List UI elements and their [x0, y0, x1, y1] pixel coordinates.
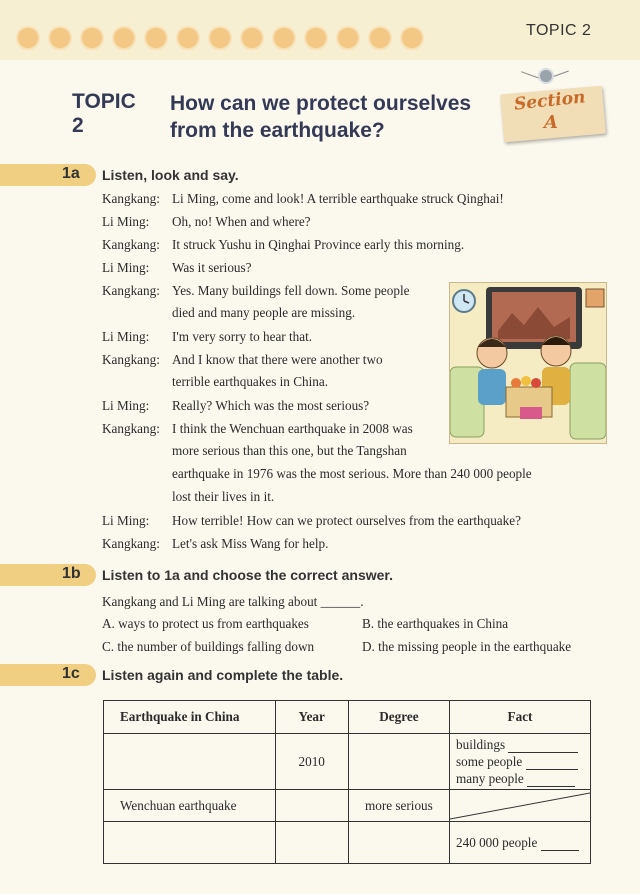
- utterance: It struck Yushu in Qinghai Province early this morning.: [172, 237, 465, 252]
- fact-line[interactable]: [456, 753, 584, 770]
- fill-blank[interactable]: [526, 757, 578, 770]
- dot-icon: [336, 26, 360, 50]
- column-header: Degree: [348, 701, 449, 734]
- diagonal-line-icon: [450, 791, 590, 821]
- fact-line[interactable]: [456, 770, 584, 787]
- utterance-continued: died and many people are missing.: [172, 305, 356, 320]
- dot-icon: [144, 26, 168, 50]
- dot-icon: [368, 26, 392, 50]
- dot-icon: [16, 26, 40, 50]
- dialogue-line: [102, 397, 369, 415]
- dialogue-line: [102, 512, 521, 530]
- utterance: Li Ming, come and look! A terrible earthquake struck Qinghai!: [172, 191, 504, 206]
- dot-icon: [400, 26, 424, 50]
- fact-cell: [450, 822, 591, 864]
- illustration-tv-news: [449, 282, 607, 444]
- speaker: Kangkang:: [102, 536, 160, 551]
- earthquake-cell[interactable]: [104, 734, 276, 790]
- title-line-2: from the earthquake?: [170, 119, 385, 142]
- tv-scene-icon: [450, 283, 606, 443]
- table-header-row: [104, 701, 591, 734]
- fact-line[interactable]: [456, 736, 584, 753]
- dot-icon: [176, 26, 200, 50]
- dialogue-line: [102, 420, 413, 438]
- running-header-topic: TOPIC 2: [526, 22, 592, 39]
- dialogue-line: [102, 236, 464, 254]
- speaker: Li Ming:: [102, 398, 150, 413]
- year-cell: 2010: [275, 734, 348, 790]
- dot-icon: [272, 26, 296, 50]
- fill-blank[interactable]: [527, 774, 575, 787]
- fact-cell: [450, 734, 591, 790]
- speaker: Kangkang:: [102, 191, 160, 206]
- activity-instruction: Listen, look and say.: [102, 167, 239, 183]
- dot-icon: [80, 26, 104, 50]
- column-header: Year: [275, 701, 348, 734]
- speaker: Kangkang:: [102, 352, 160, 367]
- utterance-continued: earthquake in 1976 was the most serious. More than 240 000 people: [172, 466, 532, 481]
- utterance: I'm very sorry to hear that.: [172, 329, 313, 344]
- year-cell[interactable]: [275, 790, 348, 822]
- table-row: [104, 734, 591, 790]
- option-b[interactable]: B. the earthquakes in China: [362, 616, 509, 631]
- fill-blank[interactable]: [541, 838, 579, 851]
- option-a[interactable]: A. ways to protect us from earthquakes: [102, 616, 309, 631]
- activity-tab-1b: [0, 564, 96, 586]
- answer-blank[interactable]: ______: [320, 594, 361, 609]
- utterance-continued: terrible earthquakes in China.: [172, 374, 328, 389]
- title-line-1: How can we protect ourselves: [170, 92, 472, 115]
- speaker: Li Ming:: [102, 513, 150, 528]
- title-question: [170, 90, 500, 144]
- utterance: Was it serious?: [172, 260, 252, 275]
- decorative-dots: [16, 26, 424, 50]
- utterance: How terrible! How can we protect ourselves from the earthquake?: [172, 513, 521, 528]
- earthquake-table: [103, 700, 591, 864]
- table-row: [104, 790, 591, 822]
- dialogue-line: [102, 259, 252, 277]
- table-row: [104, 822, 591, 864]
- column-header: Earthquake in China: [104, 701, 276, 734]
- speaker: Kangkang:: [102, 283, 160, 298]
- dialogue-line: [102, 351, 383, 369]
- fact-text: many people: [456, 771, 524, 786]
- activity-tab-1c: [0, 664, 96, 686]
- activity-instruction: Listen again and complete the table.: [102, 667, 344, 683]
- utterance: Yes. Many buildings fell down. Some people: [172, 283, 410, 298]
- year-cell[interactable]: [275, 822, 348, 864]
- earthquake-cell: Wenchuan earthquake: [104, 790, 276, 822]
- option-c[interactable]: C. the number of buildings falling down: [102, 639, 315, 654]
- fact-text: buildings: [456, 737, 506, 752]
- fact-cell[interactable]: [450, 790, 591, 822]
- speaker: Li Ming:: [102, 214, 150, 229]
- speaker: Kangkang:: [102, 237, 160, 252]
- dot-icon: [240, 26, 264, 50]
- degree-cell: more serious: [348, 790, 449, 822]
- question-start: Kangkang and Li Ming are talking about: [102, 594, 318, 609]
- utterance: Oh, no! When and where?: [172, 214, 311, 229]
- activity-instruction: Listen to 1a and choose the correct answer.: [102, 567, 393, 583]
- earthquake-cell[interactable]: [104, 822, 276, 864]
- section-letter: A: [544, 112, 558, 133]
- column-header: Fact: [450, 701, 591, 734]
- utterance-continued: more serious than this one, but the Tangshan: [172, 443, 407, 458]
- section-word: Section: [513, 87, 587, 115]
- question-end: .: [360, 594, 364, 609]
- fact-text: some people: [456, 754, 523, 769]
- activity-number: 1a: [62, 165, 80, 182]
- speaker: Kangkang:: [102, 421, 160, 436]
- dialogue-line: [102, 535, 328, 553]
- dot-icon: [112, 26, 136, 50]
- dialogue-line: [102, 328, 312, 346]
- title-topic-label: TOPIC 2: [72, 90, 136, 137]
- dot-icon: [304, 26, 328, 50]
- option-d[interactable]: D. the missing people in the earthquake: [362, 639, 572, 654]
- activity-number: 1c: [62, 665, 80, 682]
- dialogue-line: [102, 213, 311, 231]
- utterance: I think the Wenchuan earthquake in 2008 was: [172, 421, 413, 436]
- dot-icon: [48, 26, 72, 50]
- utterance: Let's ask Miss Wang for help.: [172, 536, 329, 551]
- activity-tab-1a: [0, 164, 96, 186]
- speaker: Li Ming:: [102, 260, 150, 275]
- fact-text: 240 000 people: [456, 834, 538, 850]
- dialogue-line: [102, 190, 504, 208]
- fill-blank[interactable]: [508, 740, 578, 753]
- section-tag: [496, 82, 610, 138]
- question-stem: [102, 594, 364, 610]
- activity-number: 1b: [62, 565, 81, 582]
- degree-cell[interactable]: [348, 822, 449, 864]
- dialogue-line: [102, 282, 410, 300]
- degree-cell[interactable]: [348, 734, 449, 790]
- utterance: Really? Which was the most serious?: [172, 398, 370, 413]
- speaker: Li Ming:: [102, 329, 150, 344]
- utterance-continued: lost their lives in it.: [172, 489, 275, 504]
- utterance: And I know that there were another two: [172, 352, 383, 367]
- dot-icon: [208, 26, 232, 50]
